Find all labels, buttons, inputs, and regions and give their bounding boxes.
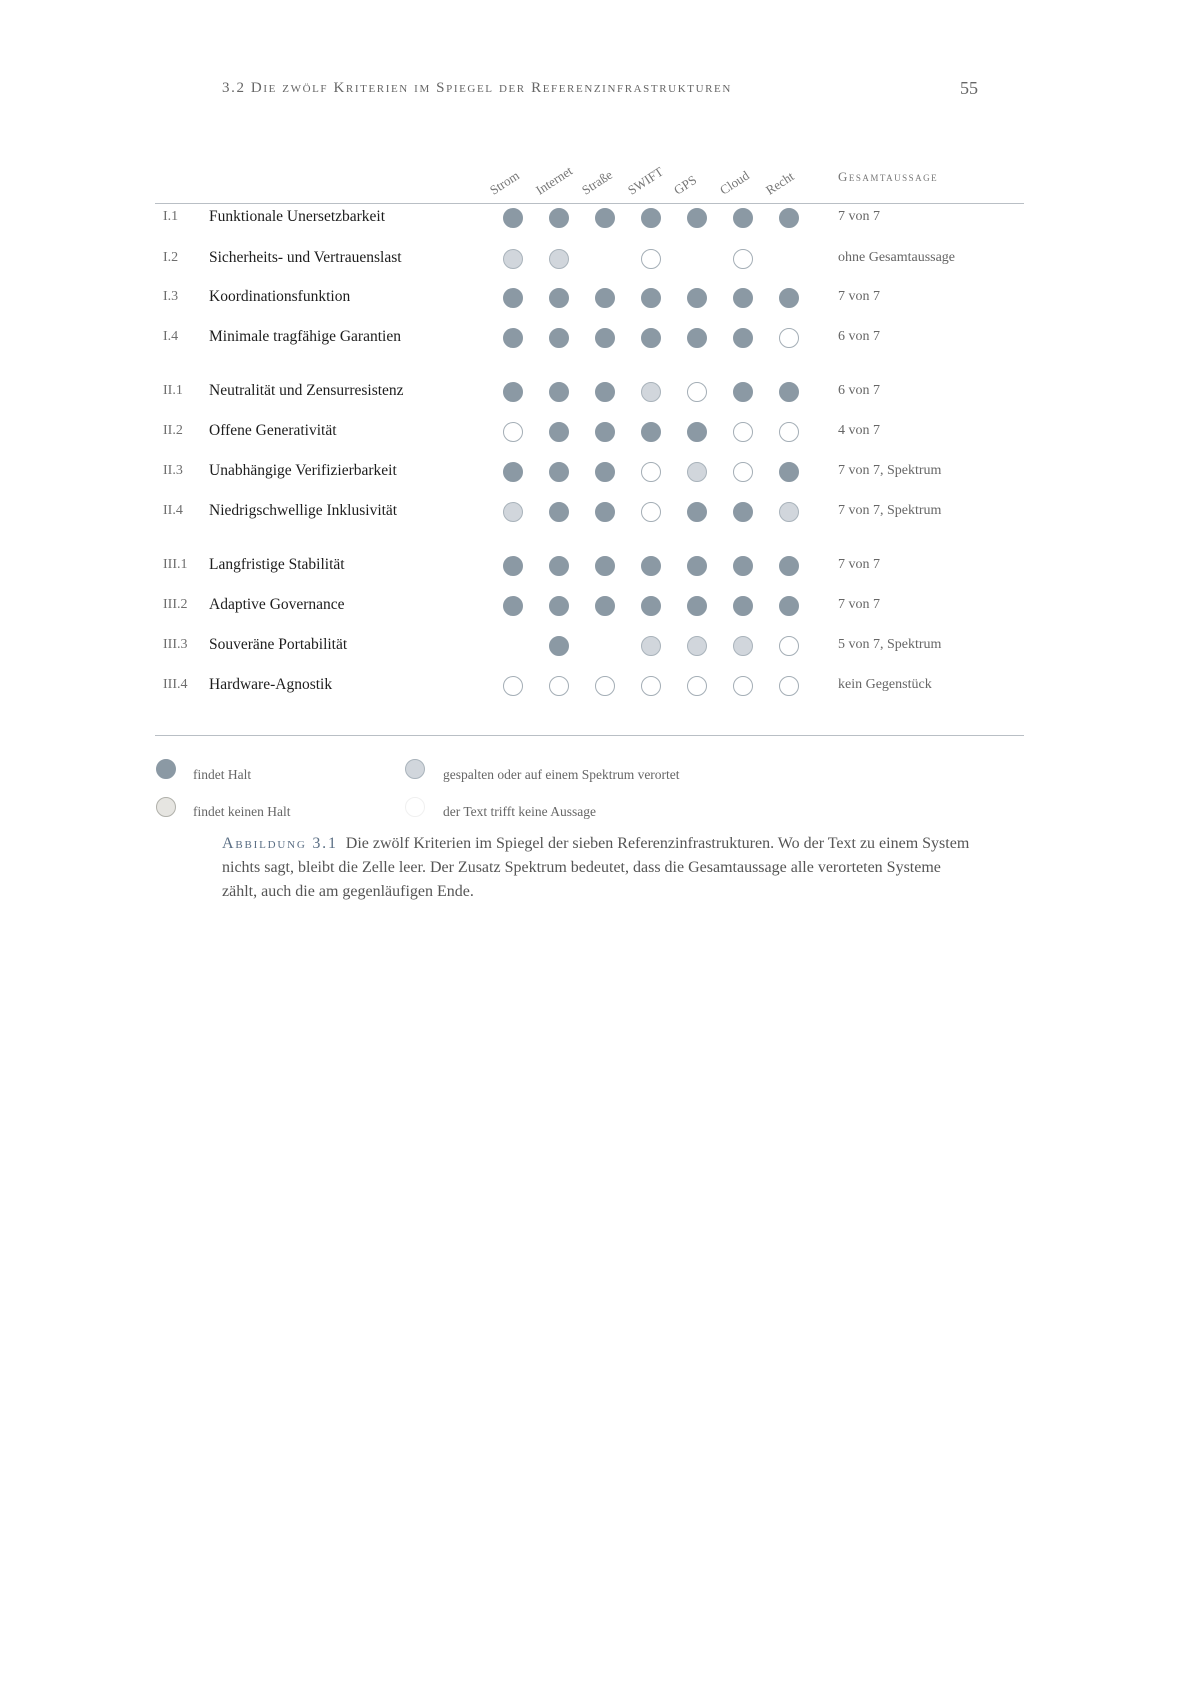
criterion-name: Minimale tragfähige Garantien [209,328,401,345]
status-dot-full [549,422,569,442]
legend-empty-label: der Text trifft keine Aussage [443,804,597,819]
table-row [0,244,1191,274]
column-header-strom: Strom [487,167,522,198]
status-dot-full [687,422,707,442]
column-header-recht: Recht [763,168,797,198]
criterion-code: I.2 [163,250,179,265]
column-header-internet: Internet [533,162,576,198]
status-dot-full [549,502,569,522]
status-dot-full [733,556,753,576]
criterion-code: III.2 [163,597,188,612]
criterion-code: II.3 [163,463,183,478]
status-dot-none [733,676,753,696]
status-dot-full [549,462,569,482]
table-row [0,377,1191,407]
column-header-swift: SWIFT [625,163,666,198]
status-dot-full [687,502,707,522]
status-dot-full [687,556,707,576]
status-dot-none [549,676,569,696]
criterion-name: Souveräne Portabilität [209,636,348,653]
status-dot-none [503,422,523,442]
status-dot-full [687,328,707,348]
status-dot-none [779,422,799,442]
status-dot-full [779,382,799,402]
table-row [0,631,1191,661]
status-dot-full [503,288,523,308]
criterion-summary: 6 von 7 [838,329,880,344]
running-head [222,80,978,104]
legend-empty-dot [405,797,425,817]
status-dot-full [549,556,569,576]
legend-full-label: findet Halt [193,767,252,782]
criterion-code: II.2 [163,423,183,438]
criterion-name: Neutralität und Zensurresistenz [209,382,404,399]
criterion-code: I.4 [163,329,179,344]
criterion-code: II.4 [163,503,183,518]
status-dot-full [641,288,661,308]
criterion-name: Offene Generativität [209,422,337,439]
status-dot-none [733,249,753,269]
status-dot-full [595,422,615,442]
status-dot-none [641,502,661,522]
status-dot-full [595,462,615,482]
status-dot-split [641,382,661,402]
table-row [0,283,1191,313]
status-dot-full [641,208,661,228]
criterion-code: III.3 [163,637,188,652]
table-row [0,671,1191,701]
criterion-name: Sicherheits- und Vertrauenslast [209,249,402,266]
criterion-summary: 7 von 7 [838,597,880,612]
status-dot-none [641,676,661,696]
status-dot-full [641,556,661,576]
table-row [0,457,1191,487]
status-dot-full [503,328,523,348]
legend-split-label: gespalten oder auf einem Spektrum verortet [443,767,680,782]
criterion-name: Adaptive Governance [209,596,345,613]
status-dot-full [641,596,661,616]
table-row [0,497,1191,527]
column-header-gps: GPS [671,172,700,198]
status-dot-full [549,636,569,656]
status-dot-none [779,328,799,348]
status-dot-split [779,502,799,522]
status-dot-full [595,502,615,522]
status-dot-none [687,676,707,696]
legend-nohalt-dot [156,797,176,817]
status-dot-full [549,208,569,228]
legend-nohalt-label: findet keinen Halt [193,804,291,819]
status-dot-full [595,596,615,616]
criterion-summary: 7 von 7 [838,289,880,304]
criterion-name: Unabhängige Verifizierbarkeit [209,462,397,479]
table-row [0,551,1191,581]
status-dot-full [687,596,707,616]
status-dot-split [549,249,569,269]
status-dot-full [503,382,523,402]
status-dot-full [595,556,615,576]
status-dot-full [549,328,569,348]
status-dot-full [733,208,753,228]
criterion-summary: ohne Gesamtaussage [838,250,956,265]
status-dot-split [687,462,707,482]
column-header-cloud: Cloud [717,167,752,198]
criterion-summary: 7 von 7 [838,557,880,572]
criterion-code: II.1 [163,383,183,398]
status-dot-full [503,462,523,482]
status-dot-full [733,502,753,522]
criterion-code: I.1 [163,209,179,224]
criterion-name: Funktionale Unersetzbarkeit [209,208,386,225]
status-dot-none [641,462,661,482]
summary-header: Gesamtaussage [838,169,939,184]
status-dot-full [733,328,753,348]
column-header-straße: Straße [579,166,616,198]
criterion-summary: 5 von 7, Spektrum [838,637,942,652]
status-dot-full [687,208,707,228]
status-dot-full [779,462,799,482]
status-dot-full [641,328,661,348]
status-dot-full [641,422,661,442]
criterion-name: Hardware-Agnostik [209,676,333,693]
table-row [0,591,1191,621]
status-dot-full [549,382,569,402]
criterion-summary: 7 von 7 [838,209,880,224]
status-dot-full [779,556,799,576]
status-dot-none [733,422,753,442]
status-dot-none [779,636,799,656]
status-dot-none [641,249,661,269]
status-dot-full [595,208,615,228]
table-bottom-rule [155,735,1024,736]
status-dot-split [641,636,661,656]
criterion-summary: kein Gegenstück [838,677,932,692]
table-row [0,203,1191,233]
status-dot-full [733,596,753,616]
legend-full-dot [156,759,176,779]
criterion-name: Koordinationsfunktion [209,288,351,305]
status-dot-full [733,288,753,308]
status-dot-full [595,288,615,308]
status-dot-full [595,382,615,402]
criterion-code: III.4 [163,677,188,692]
status-dot-full [503,208,523,228]
criterion-code: III.1 [163,557,188,572]
status-dot-full [595,328,615,348]
status-dot-none [733,462,753,482]
criterion-summary: 7 von 7, Spektrum [838,503,942,518]
status-dot-none [595,676,615,696]
legend-split-dot [405,759,425,779]
figure-label: Abbildung 3.1 [222,835,338,852]
status-dot-full [503,596,523,616]
status-dot-full [549,288,569,308]
criterion-summary: 4 von 7 [838,423,880,438]
status-dot-none [687,382,707,402]
status-dot-none [779,676,799,696]
status-dot-split [733,636,753,656]
criterion-name: Langfristige Stabilität [209,556,345,573]
figure-caption [222,832,978,904]
table-row [0,323,1191,353]
running-head-title: 3.2 Die zwölf Kriterien im Spiegel der Referenzinfrastrukturen [222,80,732,96]
status-dot-full [503,556,523,576]
status-dot-split [503,502,523,522]
status-dot-full [549,596,569,616]
status-dot-full [779,208,799,228]
criterion-name: Niedrigschwellige Inklusivität [209,502,398,519]
status-dot-none [503,676,523,696]
criterion-summary: 7 von 7, Spektrum [838,463,942,478]
criterion-code: I.3 [163,289,179,304]
status-dot-full [779,596,799,616]
table-row [0,417,1191,447]
page-number: 55 [960,78,978,98]
criterion-summary: 6 von 7 [838,383,880,398]
status-dot-split [687,636,707,656]
status-dot-full [733,382,753,402]
status-dot-split [503,249,523,269]
figure-caption-text: Die zwölf Kriterien im Spiegel der sieben Referenzinfrastrukturen. Wo der Text zu einem System nichts sagt, bleibt die Zelle leer. Der Zusatz Spektrum bedeutet, dass die Gesamtaussage alle verorteten Systeme zählt, auch die am gegenläufigen Ende. [222,835,970,900]
status-dot-full [687,288,707,308]
status-dot-full [779,288,799,308]
